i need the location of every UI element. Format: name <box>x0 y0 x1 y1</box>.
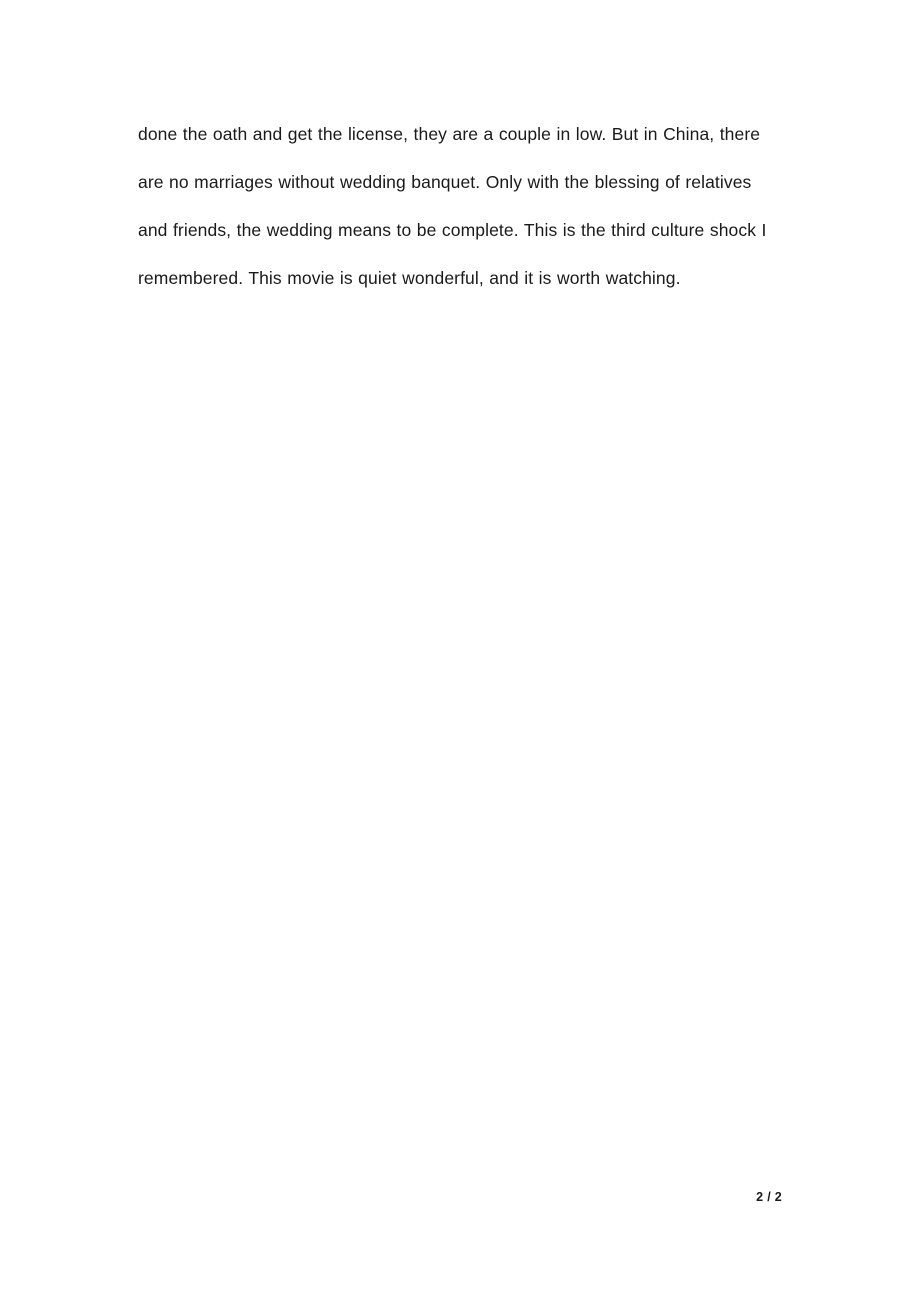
page-footer <box>0 1188 920 1206</box>
body-paragraph: done the oath and get the license, they are a couple in low. But in China, there are no marriages without wedding banquet. Only with the blessing of relatives and friends, the wedding means to be complete. This is the third culture shock I remembered. This movie is quiet wonderful, and it is worth watching. <box>138 124 767 288</box>
page-number: 2 / 2 <box>756 1190 782 1204</box>
document-body <box>138 110 786 302</box>
